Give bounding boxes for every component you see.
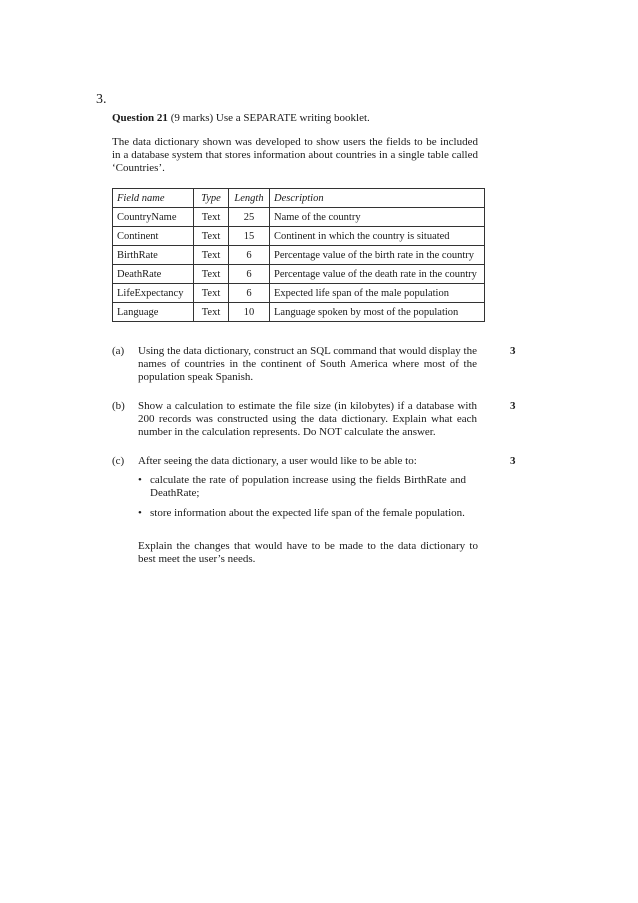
- cell-length: 10: [229, 303, 270, 322]
- list-item: [136, 474, 466, 500]
- table-row: [113, 227, 485, 246]
- part-c-text: After seeing the data dictionary, a user would like to be able to:: [138, 455, 417, 467]
- cell-type: Text: [194, 246, 229, 265]
- question-marks: (9 marks): [170, 112, 214, 124]
- header-field-name: Field name: [113, 189, 194, 208]
- cell-field-name: BirthRate: [113, 246, 194, 265]
- cell-description: Expected life span of the male population: [270, 284, 485, 303]
- part-c-marks: 3: [510, 455, 516, 467]
- cell-field-name: DeathRate: [113, 265, 194, 284]
- page-number: 3.: [96, 92, 107, 107]
- cell-type: Text: [194, 227, 229, 246]
- part-c-bullet-list: [136, 474, 466, 527]
- header-type: Type: [194, 189, 229, 208]
- cell-length: 6: [229, 246, 270, 265]
- part-a-marks: 3: [510, 345, 516, 357]
- cell-description: Language spoken by most of the population: [270, 303, 485, 322]
- part-c-label: (c): [112, 455, 125, 467]
- bullet-icon: •: [138, 507, 142, 519]
- header-description: Description: [270, 189, 485, 208]
- cell-length: 6: [229, 265, 270, 284]
- cell-field-name: CountryName: [113, 208, 194, 227]
- list-item: [136, 507, 466, 520]
- part-b-label: (b): [112, 400, 125, 412]
- table-row: [113, 284, 485, 303]
- intro-paragraph: The data dictionary shown was developed to show users the fields to be included in a database system that stores information about countries in a single table called ‘Countries’.: [112, 136, 478, 174]
- cell-description: Name of the country: [270, 208, 485, 227]
- cell-field-name: Continent: [113, 227, 194, 246]
- table-row: [113, 303, 485, 322]
- question-title: Question 21: [112, 112, 168, 124]
- question-heading: [112, 112, 370, 124]
- cell-length: 6: [229, 284, 270, 303]
- table-row: [113, 208, 485, 227]
- bullet-text: calculate the rate of population increase using the fields BirthRate and DeathRate;: [150, 474, 466, 499]
- cell-description: Continent in which the country is situated: [270, 227, 485, 246]
- cell-type: Text: [194, 303, 229, 322]
- table-header-row: [113, 189, 485, 208]
- cell-type: Text: [194, 265, 229, 284]
- bullet-text: store information about the expected life span of the female population.: [150, 507, 465, 519]
- cell-length: 25: [229, 208, 270, 227]
- part-a-text: Using the data dictionary, construct an SQL command that would display the names of countries in the continent of South America where most of the population speak Spanish.: [138, 345, 477, 383]
- table-row: [113, 265, 485, 284]
- part-a-label: (a): [112, 345, 125, 357]
- question-instruction: Use a SEPARATE writing booklet.: [215, 112, 370, 124]
- header-length: Length: [229, 189, 270, 208]
- data-dictionary-table: [112, 188, 485, 322]
- part-c-closing: Explain the changes that would have to be made to the data dictionary to best meet the user’s needs.: [138, 540, 478, 565]
- cell-type: Text: [194, 284, 229, 303]
- part-b-text: Show a calculation to estimate the file size (in kilobytes) if a database with 200 records was constructed using the data dictionary. Explain what each number in the calculation represents. Do NOT calculate the answer.: [138, 400, 477, 438]
- table-row: [113, 246, 485, 265]
- bullet-icon: •: [138, 474, 142, 486]
- cell-type: Text: [194, 208, 229, 227]
- cell-description: Percentage value of the birth rate in the country: [270, 246, 485, 265]
- cell-description: Percentage value of the death rate in the country: [270, 265, 485, 284]
- cell-field-name: LifeExpectancy: [113, 284, 194, 303]
- cell-field-name: Language: [113, 303, 194, 322]
- cell-length: 15: [229, 227, 270, 246]
- part-b-marks: 3: [510, 400, 516, 412]
